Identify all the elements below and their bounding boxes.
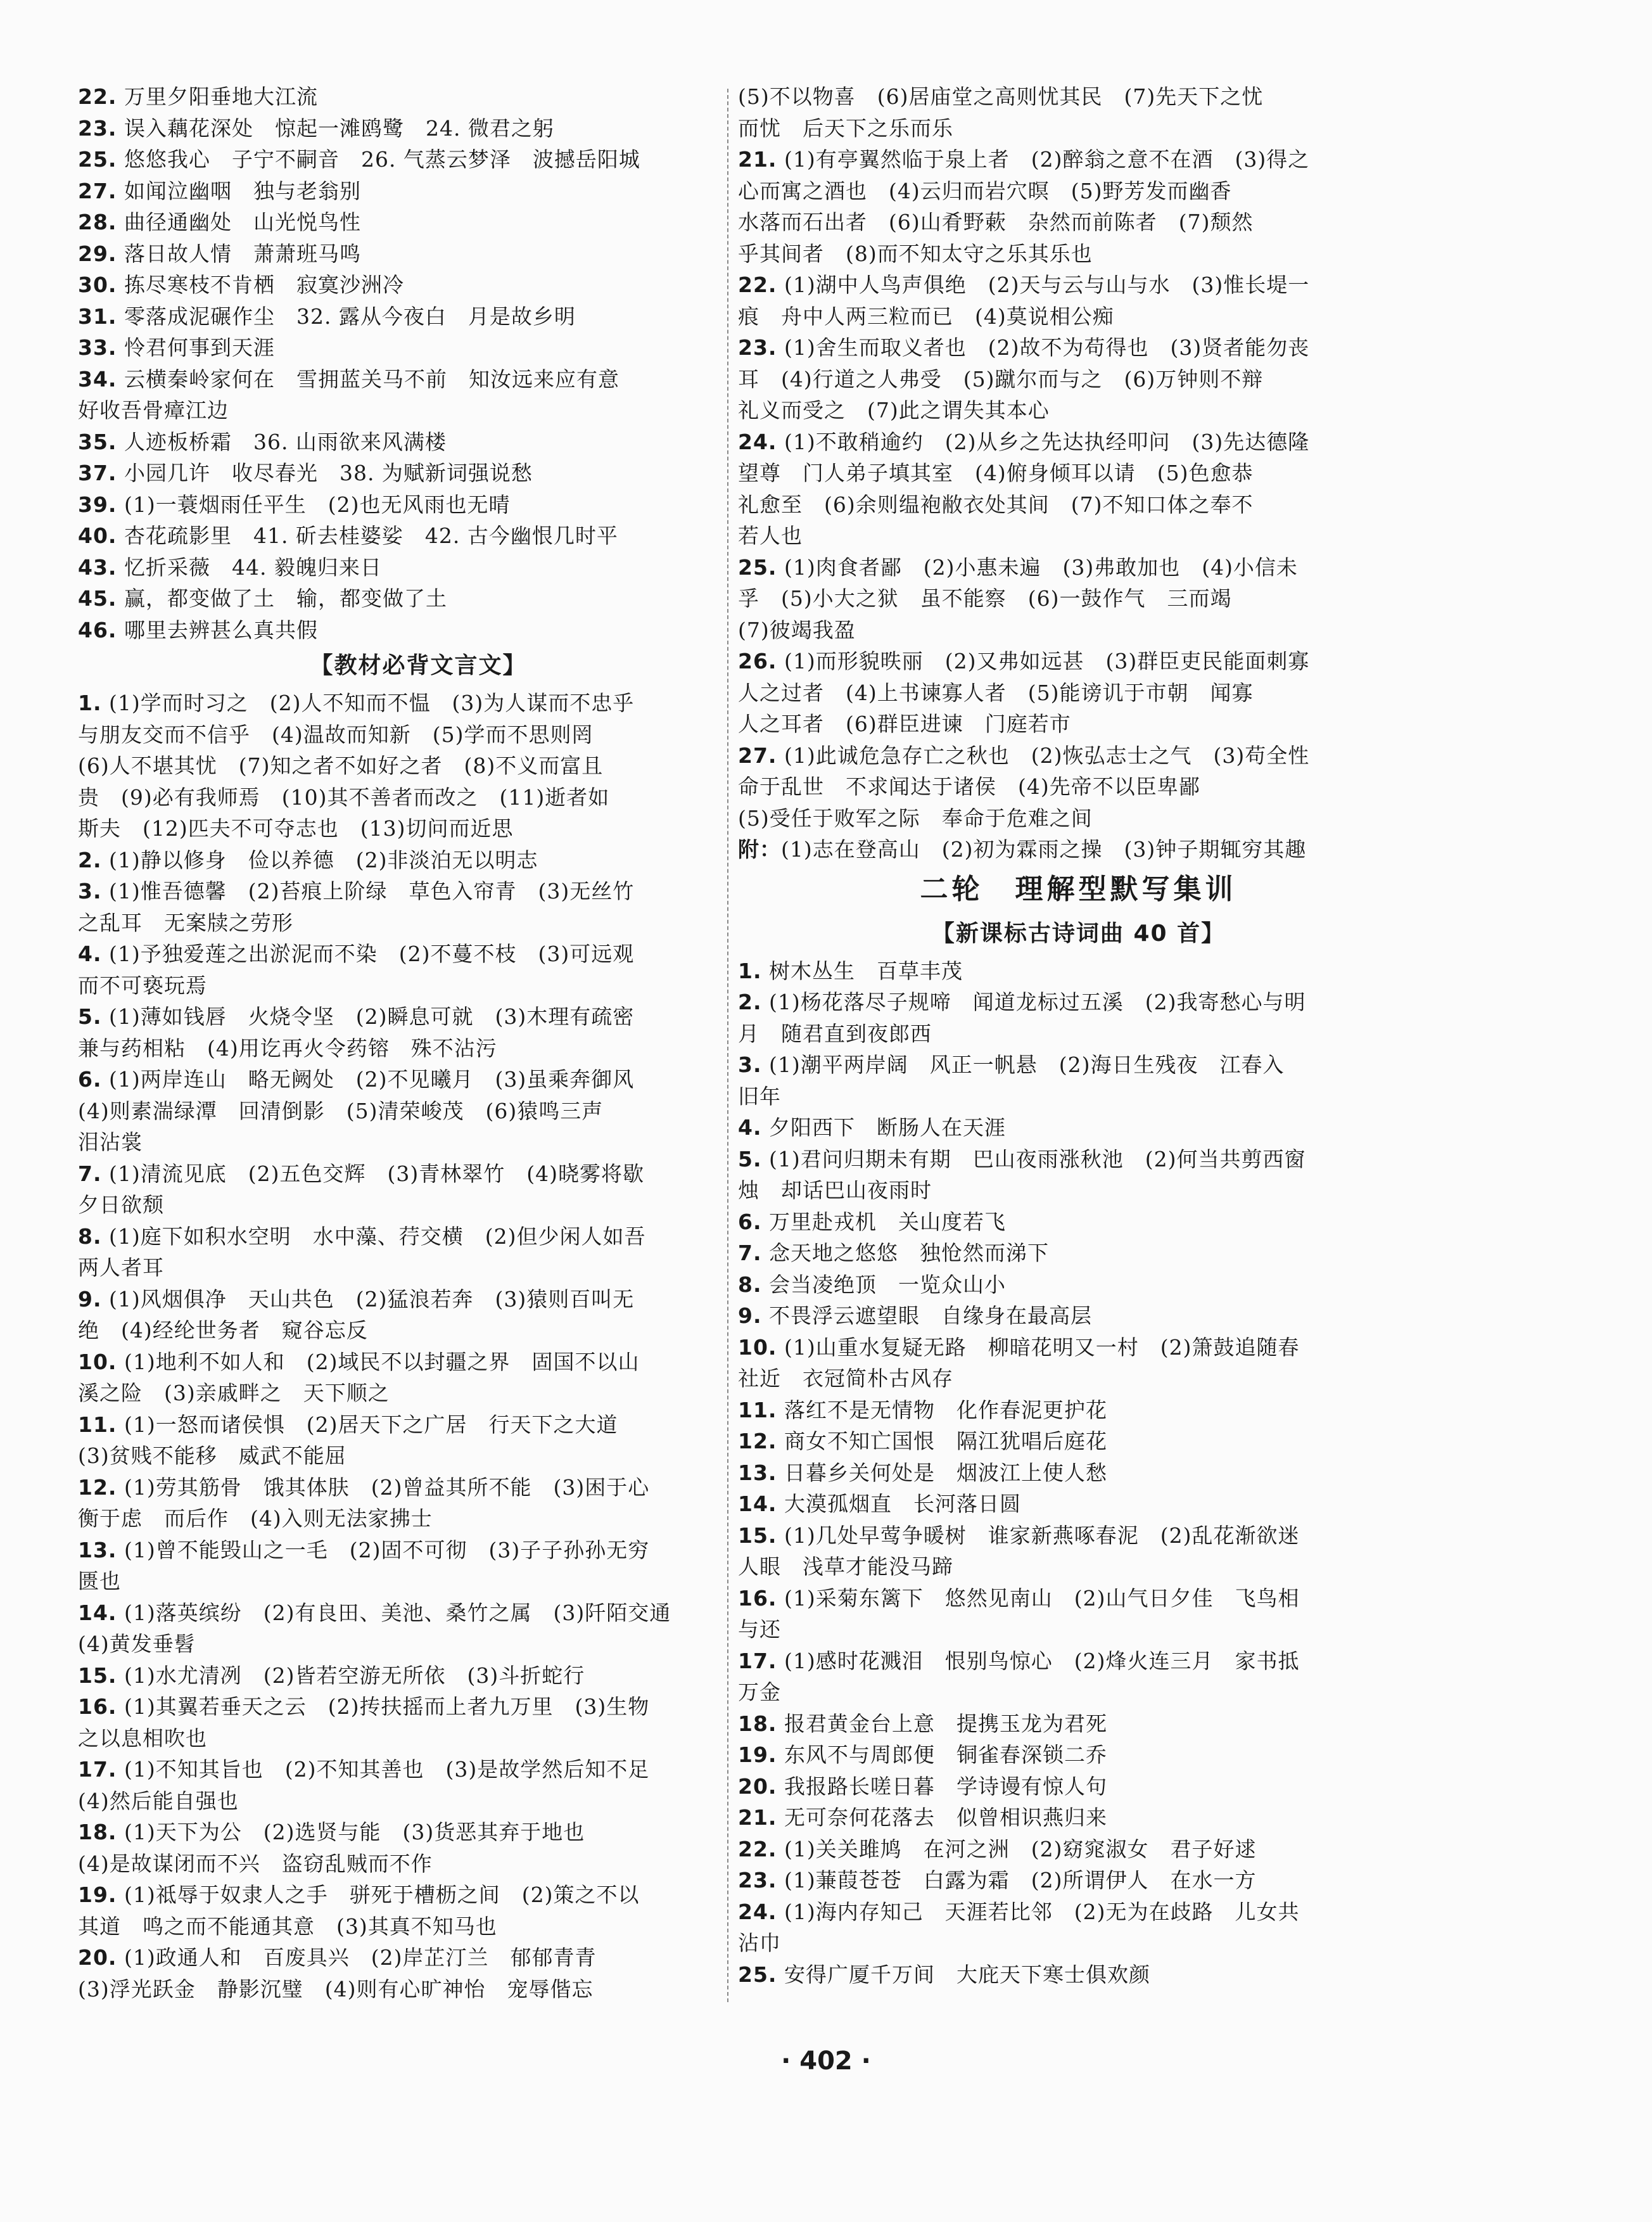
answer-line: 9. (1)风烟俱净 天山共色 (2)猛浪若奔 (3)猿则百叫无 — [78, 1286, 635, 1312]
question-number: 21. — [738, 147, 777, 172]
answer-line: (4)黄发垂髫 — [78, 1631, 196, 1656]
answer-line: 7. 念天地之悠悠 独怆然而涕下 — [738, 1241, 1049, 1265]
question-number: 14. — [738, 1491, 777, 1516]
question-number: 40. — [78, 523, 117, 548]
question-number: 29. — [78, 241, 117, 266]
answer-line: 27. (1)此诚危急存亡之秋也 (2)恢弘志士之气 (3)苟全性 — [738, 743, 1310, 768]
question-number: 25. — [78, 147, 117, 172]
answer-line: 乎其间者 (8)而不知太守之乐其乐也 — [738, 241, 1093, 266]
question-number: 9. — [78, 1286, 102, 1312]
question-number: 17. — [738, 1648, 777, 1673]
answer-line: 33. 怜君何事到天涯 — [78, 335, 275, 360]
question-number: 23. — [738, 335, 777, 360]
answer-line: 其道 鸣之而不能通其意 (3)其真不知马也 — [78, 1913, 497, 1939]
question-number: 45. — [78, 586, 117, 611]
answer-line: 命于乱世 不求闻达于诸侯 (4)先帝不以臣卑鄙 — [738, 774, 1200, 799]
answer-line: 之以息相吹也 — [78, 1725, 207, 1751]
answer-line: 12. (1)劳其筋骨 饿其体肤 (2)曾益其所不能 (3)困于心 — [78, 1474, 650, 1500]
question-number: 5. — [78, 1004, 102, 1029]
answer-line: 37. 小园几许 收尽春光 38. 为赋新词强说愁 — [78, 461, 533, 485]
answer-line: 18. 报君黄金台上意 提携玉龙为君死 — [738, 1711, 1107, 1736]
answer-line: 34. 云横秦岭家何在 雪拥蓝关马不前 知汝远来应有意 — [78, 366, 620, 392]
question-number: 3. — [738, 1052, 762, 1077]
answer-line: 18. (1)天下为公 (2)选贤与能 (3)货恶其弃于地也 — [78, 1820, 585, 1844]
answer-line: 而不可亵玩焉 — [78, 973, 207, 998]
answer-line: 兼与药相粘 (4)用讫再火令药镕 殊不沾污 — [78, 1035, 497, 1061]
answer-line: 孚 (5)小大之狱 虽不能察 (6)一鼓作气 三而竭 — [738, 586, 1232, 611]
answer-line: 19. 东风不与周郎便 铜雀春深锁二乔 — [738, 1742, 1107, 1767]
answer-line: 两人者耳 — [78, 1255, 164, 1280]
answer-line: 2. (1)静以修身 俭以养德 (2)非淡泊无以明志 — [78, 847, 538, 872]
answer-line: 10. (1)山重水复疑无路 柳暗花明又一村 (2)箫鼓追随春 — [738, 1334, 1300, 1360]
question-number: 24. — [738, 429, 777, 454]
question-number: 12. — [78, 1474, 117, 1500]
answer-line: (5)不以物喜 (6)居庙堂之高则忧其民 (7)先天下之忧 — [738, 84, 1264, 109]
answer-line: 4. 夕阳西下 断肠人在天涯 — [738, 1115, 1006, 1140]
question-number: 21. — [738, 1805, 777, 1830]
answer-line: 20. (1)政通人和 百废具兴 (2)岸芷汀兰 郁郁青青 — [78, 1945, 597, 1970]
answer-line: 13. 日暮乡关何处是 烟波江上使人愁 — [738, 1460, 1107, 1485]
answer-line: (3)贫贱不能移 威武不能屈 — [78, 1443, 346, 1468]
page-number: · 402 · — [781, 2046, 871, 2076]
left-answer-list-a — [78, 81, 759, 646]
answer-line: 2. (1)杨花落尽子规啼 闻道龙标过五溪 (2)我寄愁心与明 — [738, 990, 1306, 1014]
answer-line: 礼义而受之 (7)此之谓失其本心 — [738, 398, 1050, 423]
answer-line: 45. 赢，都变做了土 输，都变做了土 — [78, 586, 447, 611]
left-section-heading: 【教材必背文言文】 — [310, 653, 527, 679]
answer-line: 21. 无可奈何花落去 似曾相识燕归来 — [738, 1805, 1107, 1830]
answer-line: 22. (1)湖中人鸟声俱绝 (2)天与云与山与水 (3)惟长堤一 — [738, 272, 1310, 297]
answer-line: 万金 — [738, 1680, 781, 1704]
answer-line: 夕日欲颓 — [78, 1192, 164, 1217]
answer-line: 39. (1)一蓑烟雨任平生 (2)也无风雨也无晴 — [78, 492, 511, 517]
question-number: 20. — [738, 1773, 777, 1799]
question-number: 8. — [738, 1272, 762, 1297]
question-number: 23. — [738, 1868, 777, 1893]
answer-line: 月 随君直到夜郎西 — [738, 1021, 932, 1046]
answer-line: 5. (1)薄如钱唇 火烧令坚 (2)瞬息可就 (3)木理有疏密 — [78, 1004, 635, 1029]
question-number: 6. — [78, 1067, 102, 1092]
answer-line: 27. 如闻泣幽咽 独与老翁别 — [78, 178, 361, 203]
question-number: 33. — [78, 335, 117, 360]
answer-line: 耳 (4)行道之人弗受 (5)蹴尔而与之 (6)万钟则不辩 — [738, 366, 1264, 392]
answer-line: 8. (1)庭下如积水空明 水中藻、荇交横 (2)但少闲人如吾 — [78, 1223, 646, 1249]
question-number: 19. — [738, 1742, 777, 1767]
answer-line: 3. (1)惟吾德馨 (2)苔痕上阶绿 草色入帘青 (3)无丝竹 — [78, 879, 635, 903]
answer-line: 8. 会当凌绝顶 一览众山小 — [738, 1272, 1006, 1297]
answer-line: 3. (1)潮平两岸阔 风正一帆悬 (2)海日生残夜 江春入 — [738, 1052, 1285, 1077]
question-number: 25. — [738, 1962, 777, 1987]
question-number: 22. — [738, 1836, 777, 1861]
answer-line: 10. (1)地利不如人和 (2)域民不以封疆之界 固国不以山 — [78, 1349, 640, 1374]
question-number: 28. — [78, 210, 117, 234]
answer-line: 4. (1)予独爱莲之出淤泥而不染 (2)不蔓不枝 (3)可远观 — [78, 942, 635, 966]
answer-line: 17. (1)不知其旨也 (2)不知其善也 (3)是故学然后知不足 — [78, 1757, 650, 1782]
question-number: 22. — [738, 272, 777, 297]
answer-line: 礼愈至 (6)余则缊袍敝衣处其间 (7)不知口体之奉不 — [738, 492, 1254, 517]
right-column — [738, 81, 1419, 1990]
question-number: 25. — [738, 554, 777, 580]
answer-line: 22. (1)关关雎鸠 在河之洲 (2)窈窕淑女 君子好逑 — [738, 1836, 1257, 1861]
answer-line: (4)则素湍绿潭 回清倒影 (5)清荣峻茂 (6)猿鸣三声 — [78, 1098, 604, 1123]
answer-line: 15. (1)水尤清冽 (2)皆若空游无所依 (3)斗折蛇行 — [78, 1663, 585, 1688]
question-number: 12. — [738, 1429, 777, 1453]
question-number: 43. — [78, 554, 117, 580]
answer-line: 15. (1)几处早莺争暖树 谁家新燕啄春泥 (2)乱花渐欲迷 — [738, 1523, 1300, 1548]
answer-line: 7. (1)清流见底 (2)五色交辉 (3)青林翠竹 (4)晓雾将歇 — [78, 1161, 644, 1186]
answer-line: 25. (1)肉食者鄙 (2)小惠未遍 (3)弗敢加也 (4)小信未 — [738, 554, 1298, 580]
answer-line: 5. (1)君问归期未有期 巴山夜雨涨秋池 (2)何当共剪西窗 — [738, 1146, 1306, 1172]
question-number: 30. — [78, 272, 117, 297]
answer-line: 25. 安得广厦千万间 大庇天下寒士俱欢颜 — [738, 1962, 1150, 1987]
answer-line: 好收吾骨瘴江边 — [78, 398, 229, 423]
answer-line: 9. 不畏浮云遮望眼 自缘身在最高层 — [738, 1303, 1092, 1328]
question-number: 26. — [738, 649, 777, 674]
answer-line: 17. (1)感时花溅泪 恨别鸟惊心 (2)烽火连三月 家书抵 — [738, 1648, 1300, 1673]
right-section-heading: 【新课标古诗词曲 40 首】 — [931, 920, 1226, 947]
answer-line: 6. 万里赴戎机 关山度若飞 — [738, 1209, 1006, 1234]
answer-line: 43. 忆折采薇 44. 毅魄归来日 — [78, 554, 382, 580]
answer-line: 14. (1)落英缤纷 (2)有良田、美池、桑竹之属 (3)阡陌交通 — [78, 1600, 671, 1625]
answer-line: 斯夫 (12)匹夫不可夺志也 (13)切问而近思 — [78, 816, 514, 841]
left-answer-list-b — [78, 687, 759, 2005]
question-number: 1. — [78, 691, 102, 715]
question-number: 11. — [738, 1397, 777, 1422]
answer-line: 之乱耳 无案牍之劳形 — [78, 910, 293, 935]
answer-line: 痕 舟中人两三粒而已 (4)莫说相公痴 — [738, 303, 1114, 329]
question-number: 13. — [78, 1537, 117, 1562]
answer-line: 水落而石出者 (6)山肴野蔌 杂然而前陈者 (7)颓然 — [738, 210, 1254, 234]
question-number: 35. — [78, 429, 117, 454]
question-number: 20. — [78, 1945, 117, 1970]
answer-line: 14. 大漠孤烟直 长河落日圆 — [738, 1491, 1021, 1516]
answer-line: 附：(1)志在登高山 (2)初为霖雨之操 (3)钟子期辄穷其趣 — [738, 837, 1307, 862]
answer-line: 6. (1)两岸连山 略无阙处 (2)不见曦月 (3)虽乘奔御风 — [78, 1067, 635, 1092]
question-number: 15. — [738, 1523, 777, 1548]
question-number: 34. — [78, 366, 117, 392]
answer-line: 16. (1)其翼若垂天之云 (2)抟扶摇而上者九万里 (3)生物 — [78, 1694, 650, 1719]
question-number: 2. — [738, 990, 762, 1014]
question-number: 16. — [78, 1694, 117, 1719]
answer-line: 人眼 浅草才能没马蹄 — [738, 1554, 953, 1579]
answer-line: 25. 悠悠我心 子宁不嗣音 26. 气蒸云梦泽 波撼岳阳城 — [78, 147, 640, 172]
answer-line: 望尊 门人弟子填其室 (4)俯身倾耳以请 (5)色愈恭 — [738, 461, 1254, 485]
question-number: 18. — [738, 1711, 777, 1736]
question-number: 4. — [738, 1115, 762, 1140]
question-number: 16. — [738, 1585, 777, 1611]
answer-line: 社近 衣冠简朴古风存 — [738, 1366, 953, 1391]
answer-line: 20. 我报路长嗟日暮 学诗谩有惊人句 — [738, 1773, 1107, 1799]
answer-line: 贵 (9)必有我师焉 (10)其不善者而改之 (11)逝者如 — [78, 784, 610, 810]
question-number: 10. — [738, 1334, 777, 1360]
answer-line: 19. (1)祗辱于奴隶人之手 骈死于槽枥之间 (2)策之不以 — [78, 1882, 640, 1907]
answer-line: 24. (1)海内存知己 天涯若比邻 (2)无为在歧路 儿女共 — [738, 1899, 1300, 1924]
answer-line: (3)浮光跃金 静影沉璧 (4)则有心旷神怡 宠辱偕忘 — [78, 1976, 594, 2002]
answer-line: 若人也 — [738, 523, 803, 548]
answer-line: 11. (1)一怒而诸侯惧 (2)居天下之广居 行天下之大道 — [78, 1412, 618, 1437]
answer-line: 1. 树木丛生 百草丰茂 — [738, 958, 963, 983]
answer-line: 人之过者 (4)上书谏寡人者 (5)能谤讥于市朝 闻寡 — [738, 680, 1254, 705]
question-number: 13. — [738, 1460, 777, 1485]
answer-line: (6)人不堪其忧 (7)知之者不如好之者 (8)不义而富且 — [78, 753, 604, 778]
answer-line: 40. 杏花疏影里 41. 斫去桂婆娑 42. 古今幽恨几时平 — [78, 523, 618, 548]
question-number: 19. — [78, 1882, 117, 1907]
answer-line: 29. 落日故人情 萧萧班马鸣 — [78, 241, 361, 266]
answer-line: 24. (1)不敢稍逾约 (2)从乡之先达执经叩问 (3)先达德隆 — [738, 429, 1310, 454]
question-number: 11. — [78, 1412, 117, 1437]
answer-line: (4)是故谋闭而不兴 盗窃乱贼而不作 — [78, 1851, 433, 1876]
question-number: 7. — [78, 1161, 102, 1186]
question-number: 4. — [78, 942, 102, 966]
question-number: 7. — [738, 1241, 762, 1265]
answer-line: 旧年 — [738, 1083, 781, 1109]
answer-line: 13. (1)曾不能毁山之一毛 (2)固不可彻 (3)子子孙孙无穷 — [78, 1537, 650, 1562]
question-number: 6. — [738, 1209, 762, 1234]
answer-line: 35. 人迹板桥霜 36. 山雨欲来风满楼 — [78, 429, 447, 454]
answer-line: 而忧 后天下之乐而乐 — [738, 115, 953, 141]
left-column — [78, 81, 759, 2005]
question-number: 22. — [78, 84, 117, 109]
question-number: 46. — [78, 617, 117, 642]
question-number: 27. — [78, 178, 117, 203]
answer-line: 绝 (4)经纶世务者 窥谷忘反 — [78, 1318, 368, 1343]
question-number: 24. — [738, 1899, 777, 1924]
question-number: 附： — [738, 837, 781, 862]
question-number: 18. — [78, 1820, 117, 1844]
answer-line: 16. (1)采菊东篱下 悠然见南山 (2)山气日夕佳 飞鸟相 — [738, 1585, 1300, 1611]
answer-line: 泪沾裳 — [78, 1130, 143, 1154]
question-number: 27. — [738, 743, 777, 768]
answer-line: 烛 却话巴山夜雨时 — [738, 1178, 932, 1203]
answer-line: 匮也 — [78, 1569, 121, 1593]
answer-line: 人之耳者 (6)群臣进谏 门庭若市 — [738, 712, 1071, 736]
answer-line: 与还 — [738, 1617, 781, 1642]
question-number: 9. — [738, 1303, 762, 1328]
question-number: 23. — [78, 115, 117, 141]
question-number: 39. — [78, 492, 117, 517]
answer-line: 1. (1)学而时习之 (2)人不知而不愠 (3)为人谋而不忠乎 — [78, 691, 635, 715]
answer-line: 22. 万里夕阳垂地大江流 — [78, 84, 318, 109]
answer-line: 23. 误入藕花深处 惊起一滩鸥鹭 24. 微君之躬 — [78, 115, 554, 141]
answer-line: 46. 哪里去辨甚么真共假 — [78, 617, 318, 642]
answer-line: 溪之险 (3)亲戚畔之 天下顺之 — [78, 1381, 390, 1405]
answer-line: 21. (1)有亭翼然临于泉上者 (2)醉翁之意不在酒 (3)得之 — [738, 147, 1310, 172]
right-answer-list-b — [738, 955, 1419, 1991]
question-number: 31. — [78, 303, 117, 329]
answer-line: 12. 商女不知亡国恨 隔江犹唱后庭花 — [738, 1429, 1107, 1453]
question-number: 8. — [78, 1223, 102, 1249]
question-number: 2. — [78, 847, 102, 872]
question-number: 3. — [78, 879, 102, 903]
answer-line: 31. 零落成泥碾作尘 32. 露从今夜白 月是故乡明 — [78, 303, 576, 329]
answer-line: 沾巾 — [738, 1931, 781, 1955]
answer-line: 与朋友交而不信乎 (4)温故而知新 (5)学而不思则罔 — [78, 722, 594, 747]
answer-line: 26. (1)而形貌昳丽 (2)又弗如远甚 (3)群臣吏民能面刺寡 — [738, 649, 1310, 674]
answer-line: 30. 拣尽寒枝不肯栖 寂寞沙洲冷 — [78, 272, 404, 297]
answer-line: (4)然后能自强也 — [78, 1788, 239, 1813]
question-number: 10. — [78, 1349, 117, 1374]
right-answer-list-a — [738, 81, 1419, 865]
answer-line: 衡于虑 而后作 (4)入则无法家拂士 — [78, 1506, 433, 1531]
question-number: 14. — [78, 1600, 117, 1625]
question-number: 1. — [738, 958, 762, 983]
question-number: 5. — [738, 1146, 762, 1172]
question-number: 15. — [78, 1663, 117, 1688]
answer-line: 28. 曲径通幽处 山光悦鸟性 — [78, 210, 361, 234]
answer-line: 23. (1)舍生而取义者也 (2)故不为苟得也 (3)贤者能勿丧 — [738, 335, 1310, 360]
answer-line: 心而寓之酒也 (4)云归而岩穴暝 (5)野芳发而幽香 — [738, 178, 1232, 203]
question-number: 17. — [78, 1757, 117, 1782]
answer-line: 11. 落红不是无情物 化作春泥更护花 — [738, 1397, 1107, 1422]
answer-line: (7)彼竭我盈 — [738, 617, 856, 642]
section-title: 二轮 理解型默写集训 — [920, 872, 1237, 905]
question-number: 37. — [78, 461, 117, 485]
answer-line: 23. (1)蒹葭苍苍 白露为霜 (2)所谓伊人 在水一方 — [738, 1868, 1257, 1893]
answer-line: (5)受任于败军之际 奉命于危难之间 — [738, 805, 1093, 831]
